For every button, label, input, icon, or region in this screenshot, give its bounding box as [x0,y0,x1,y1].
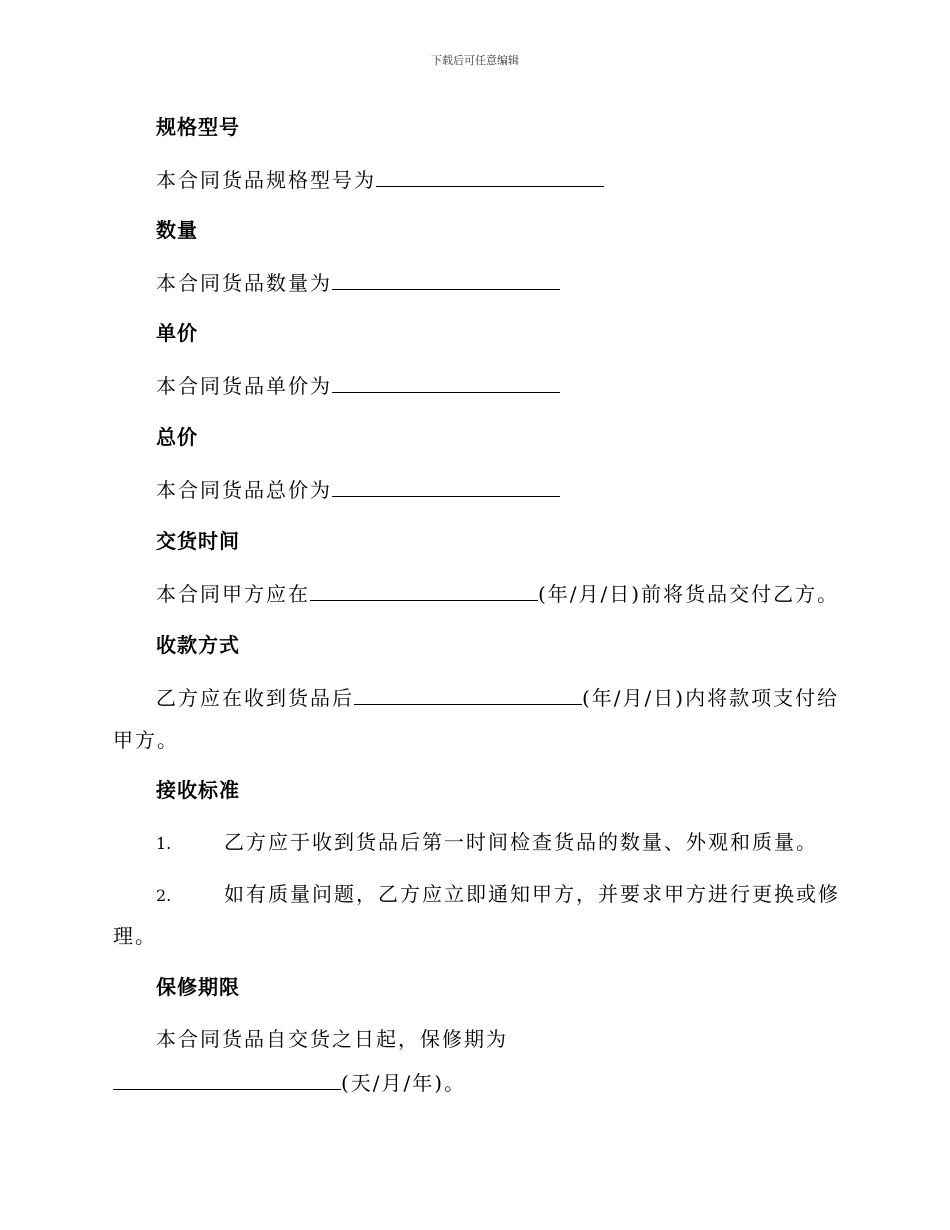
spec-text: 本合同货品规格型号为 [156,168,376,192]
acceptance-item-2-number: 2. [156,886,172,905]
delivery-text-before: 本合同甲方应在 [156,582,310,606]
spec-blank [376,166,604,187]
unit-price-line [156,372,560,399]
acceptance-item-1-number: 1. [156,834,172,853]
payment-line [156,684,839,711]
section-heading-unit-price: 单价 [156,321,198,345]
acceptance-item-2-text: 如有质量问题，乙方应立即通知甲方，并要求甲方进行更换或修 [224,882,840,906]
quantity-blank [332,269,560,290]
payment-text-after: (年/月/日)内将款项支付给 [582,686,840,710]
section-heading-delivery: 交货时间 [156,529,240,553]
delivery-text-after: (年/月/日)前将货品交付乙方。 [538,582,840,606]
unit-price-text: 本合同货品单价为 [156,374,332,398]
quantity-line [156,269,560,296]
total-price-text: 本合同货品总价为 [156,478,332,502]
section-heading-total-price: 总价 [156,425,198,449]
acceptance-item-2 [156,881,840,909]
section-heading-payment: 收款方式 [156,633,240,657]
quantity-text: 本合同货品数量为 [156,271,332,295]
acceptance-item-1-text: 乙方应于收到货品后第一时间检查货品的数量、外观和质量。 [224,830,818,854]
warranty-line [113,1069,466,1096]
page-header: 下载后可任意编辑 [431,54,519,67]
unit-price-blank [332,372,560,393]
total-price-line [156,476,560,503]
section-heading-warranty: 保修期限 [156,975,240,999]
warranty-text: 本合同货品自交货之日起，保修期为 [156,1027,508,1051]
spec-line [156,166,604,193]
payment-text-cont: 甲方。 [113,728,179,752]
section-heading-spec: 规格型号 [156,115,240,139]
warranty-text-after: (天/月/年)。 [341,1071,467,1095]
payment-date-blank [354,684,582,705]
total-price-blank [332,476,560,497]
acceptance-item-2-cont: 理。 [113,924,157,948]
warranty-period-blank [113,1069,341,1090]
section-heading-quantity: 数量 [156,218,198,242]
payment-text-before: 乙方应在收到货品后 [156,686,354,710]
acceptance-item-1 [156,829,818,857]
delivery-line [156,580,839,607]
delivery-date-blank [310,580,538,601]
section-heading-acceptance: 接收标准 [156,778,240,802]
